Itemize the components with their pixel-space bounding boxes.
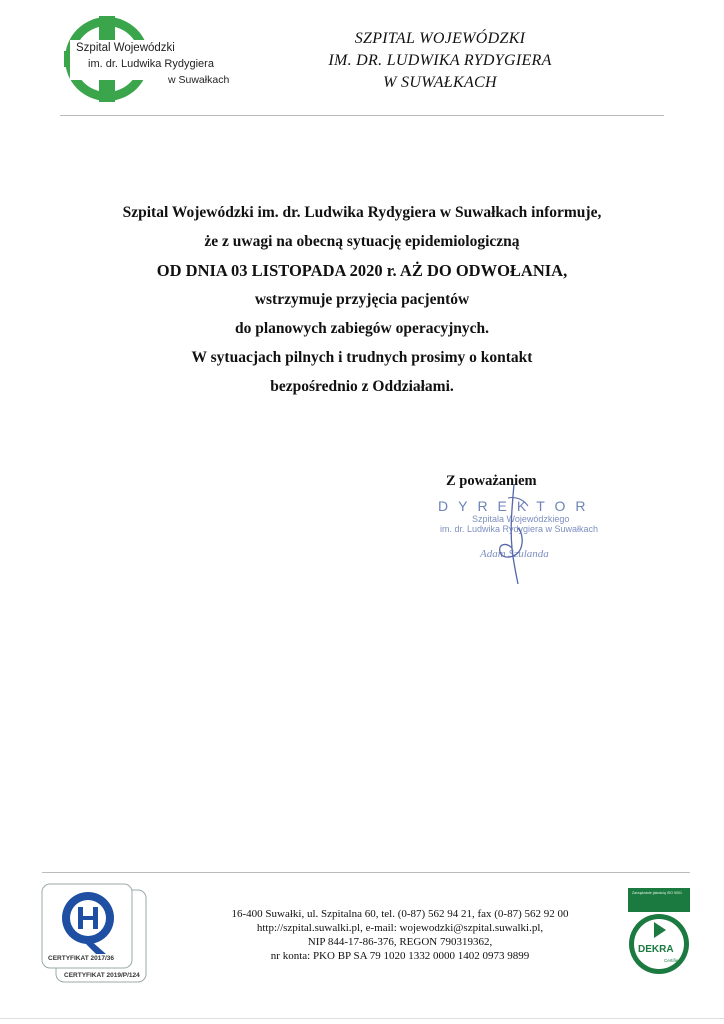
dekra-caption: Zarządzanie jakością ISO 9001 xyxy=(632,891,682,895)
page-bottom-edge xyxy=(0,1018,724,1019)
logo-text-line: im. dr. Ludwika Rydygiera xyxy=(88,58,214,70)
dekra-certified-label: Certified xyxy=(664,958,681,963)
certificate-q-icon xyxy=(40,882,150,984)
certificate-number: CERTYFIKAT 2019/P/124 xyxy=(64,972,140,979)
logo-text-line: w Suwałkach xyxy=(168,74,230,86)
hospital-name-line: IM. DR. LUDWIKA RYDYGIERA xyxy=(328,52,552,69)
bank-account-line: nr konta: PKO BP SA 79 1020 1332 0000 1402 0973 9899 xyxy=(270,950,530,962)
certificate-number: CERTYFIKAT 2017/36 xyxy=(48,955,114,962)
notice-line: do planowych zabiegów operacyjnych. xyxy=(234,320,490,337)
quality-certificate-badge xyxy=(40,882,150,984)
notice-body xyxy=(60,198,664,401)
hospital-logo xyxy=(60,12,240,106)
footer-contact-info xyxy=(200,907,600,963)
hospital-name-line: W SUWAŁKACH xyxy=(383,74,497,91)
notice-line: W sytuacjach pilnych i trudnych prosimy o kontakt xyxy=(191,349,533,366)
notice-date-line: OD DNIA 03 LISTOPADA 2020 r. AŻ DO ODWOŁANIA, xyxy=(156,261,568,280)
hospital-name-line: SZPITAL WOJEWÓDZKI xyxy=(354,30,526,47)
website-email-line: http://szpital.suwalki.pl, e-mail: wojewodzki@szpital.suwalki.pl, xyxy=(256,922,544,934)
address-line: 16-400 Suwałki, ul. Szpitalna 60, tel. (0-87) 562 94 21, fax (0-87) 562 92 00 xyxy=(231,908,569,920)
header-divider xyxy=(60,115,664,116)
dekra-certification-badge xyxy=(626,888,692,976)
closing-regards: Z poważaniem xyxy=(446,473,537,489)
footer-divider xyxy=(42,872,690,873)
notice-line: wstrzymuje przyjęcia pacjentów xyxy=(254,291,470,308)
hospital-name-heading xyxy=(290,28,590,94)
notice-line: bezpośrednio z Oddziałami. xyxy=(270,378,454,395)
stamp-title: DYREKTOR xyxy=(438,498,596,514)
dekra-logo-icon xyxy=(626,888,692,976)
tax-id-line: NIP 844-17-86-376, REGON 790319362, xyxy=(307,936,493,948)
stamp-line: im. dr. Ludwika Rydygiera w Suwałkach xyxy=(440,524,599,534)
handwritten-signature xyxy=(472,478,562,588)
notice-line: że z uwagi na obecną sytuację epidemiologiczną xyxy=(204,233,520,250)
stamp-name: Adam Szulanda xyxy=(480,548,549,560)
notice-line: Szpital Wojewódzki im. dr. Ludwika Rydygiera w Suwałkach informuje, xyxy=(122,204,602,221)
logo-text-line: Szpital Wojewódzki xyxy=(76,42,175,54)
dekra-label: DEKRA xyxy=(638,944,674,955)
stamp-line: Szpitala Wojewódzkiego xyxy=(472,514,570,524)
